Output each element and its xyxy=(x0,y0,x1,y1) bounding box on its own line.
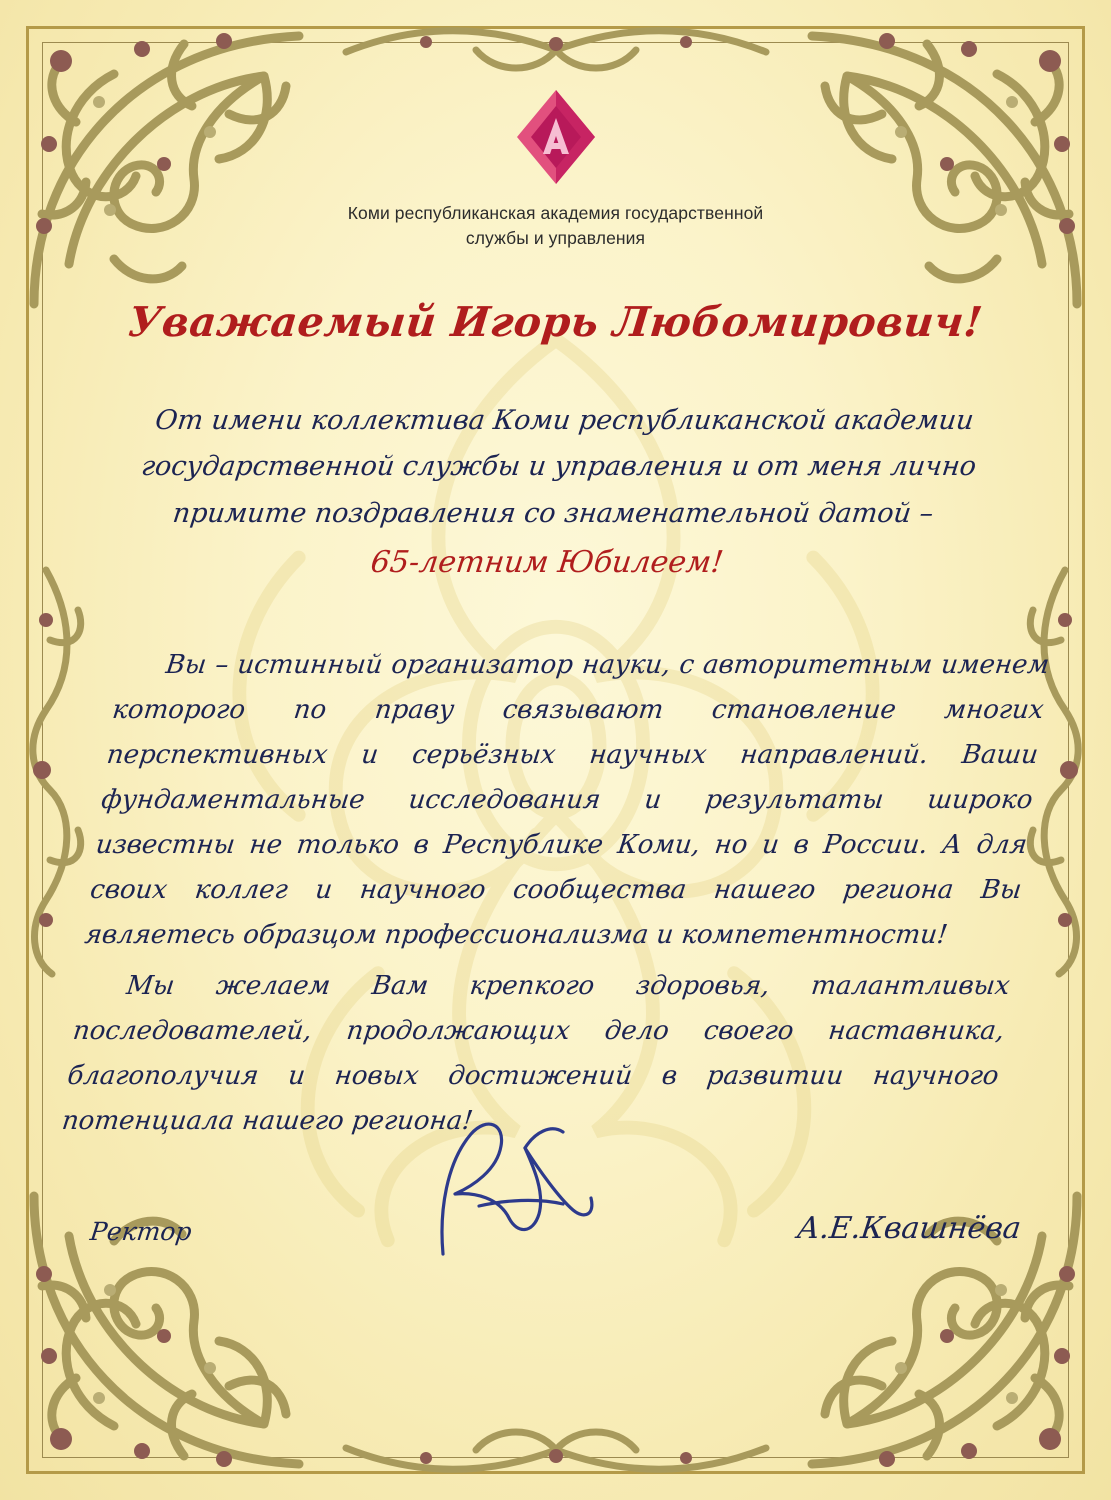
intro-paragraph xyxy=(78,398,1032,589)
intro-line-3: примите поздравления со знаменательной датой – xyxy=(171,497,936,529)
organization-name-line2: службы и управления xyxy=(465,228,646,249)
diamond-emblem-icon xyxy=(515,88,597,186)
signature-row xyxy=(88,1211,1024,1250)
intro-line-4-jubilee: 65-летним Юбилеем! xyxy=(368,545,726,581)
body-text xyxy=(59,643,1051,1144)
body-paragraph-1: Вы – истинный организатор науки, с авторитетным именем которого по праву связывают становление многих перспективных и серьёзных научных направлений. Ваши фундаментальные исследования и результаты широко известны не только в Республике Коми, но и в России. А для своих коллег и научного сообщества нашего региона Вы являетесь образцом профессионализма и компетентности! xyxy=(83,649,1051,950)
body-paragraph-2: Мы желаем Вам крепкого здоровья, талантливых последователей, продолжающих дело своего наставника, благополучия и новых достижений в развитии научного потенциала нашего региона! xyxy=(60,970,1012,1136)
logo-container xyxy=(90,88,1021,191)
signature-name: А.Е.Квашнёва xyxy=(795,1211,1024,1246)
intro-line-1: От имени коллектива Коми республиканской академии xyxy=(153,404,976,436)
organization-name xyxy=(276,201,836,252)
intro-line-2: государственной службы и управления и от меня лично xyxy=(139,451,978,483)
salutation: Уважаемый Игорь Любомирович! xyxy=(125,297,986,346)
organization-name-line1: Коми республиканская академия государственной xyxy=(347,203,764,223)
signature-title: Ректор xyxy=(88,1217,194,1246)
letter-content xyxy=(60,70,1051,1143)
